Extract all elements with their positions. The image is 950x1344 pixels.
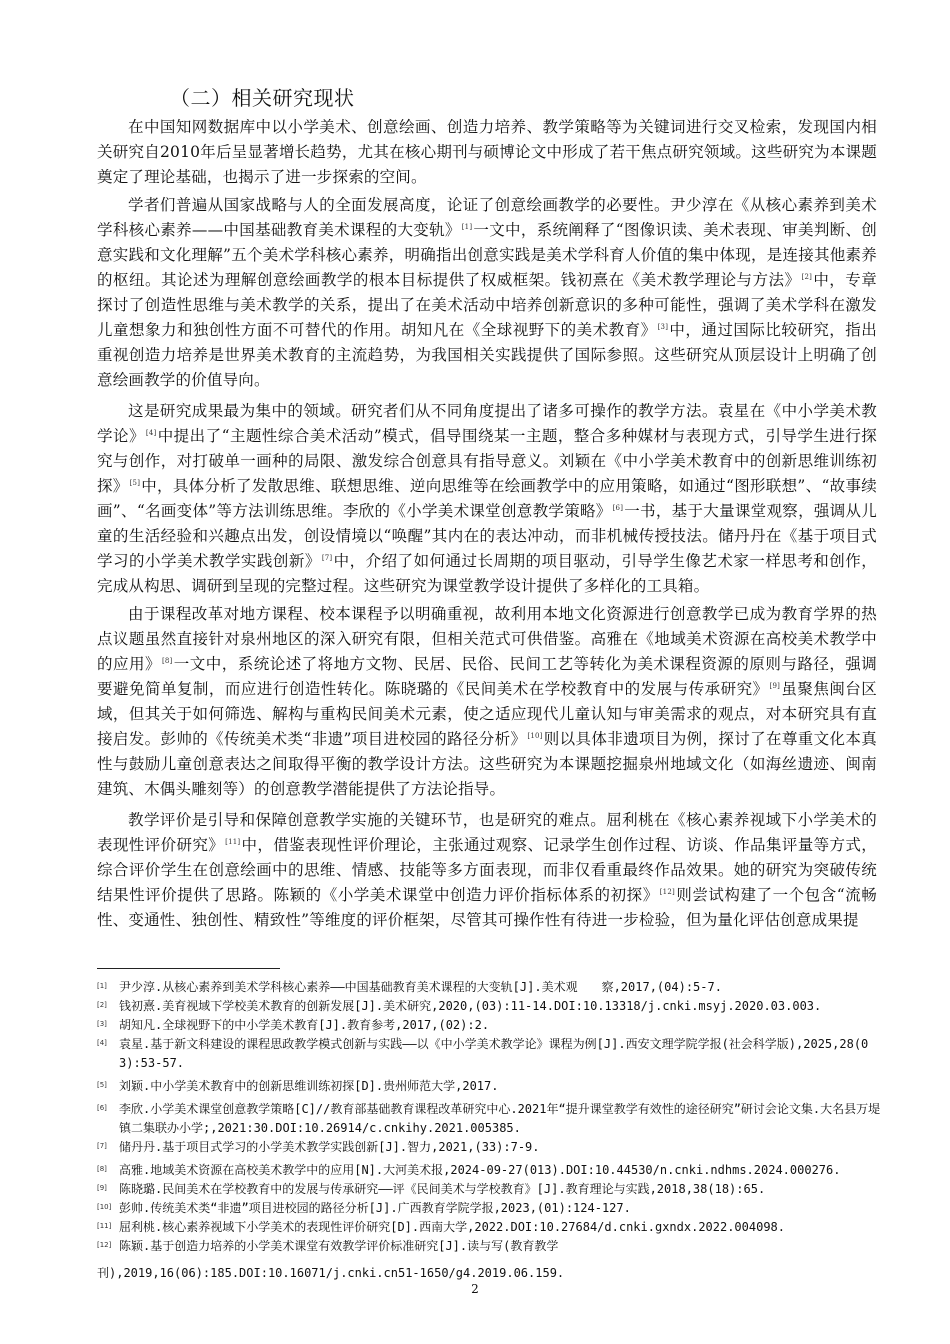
- footnote-text: 袁星.基于新文科建设的课程思政教学模式创新与实践——以《中小学美术教学论》课程为例[J].西安文理学院学报(社会科学版),2025,28(03):53-57.: [119, 1037, 869, 1070]
- section-heading: （二）相关研究现状: [170, 86, 355, 110]
- paragraph-text: 由于课程改革对地方课程、校本课程予以明确重视，故利用本地文化资源进行创意教学已成为教育学界的热点议题虽然直接针对泉州地区的深入研究有限，但相关范式可供借鉴。高雅在《地域美术资源在高校美术教学中的应用》: [97, 605, 877, 673]
- paragraph-text: 学者们普遍从国家战略与人的全面发展高度，论证了创意绘画教学的必要性。尹少淳在《从核心素养到美术学科核心素养——中国基础教育美术课程的大变轨》: [97, 196, 877, 239]
- citation-marker: [10]: [527, 731, 543, 740]
- citation-marker: [4]: [145, 428, 157, 437]
- footnote-text: 李欣.小学美术课堂创意教学策略[C]//教育部基础教育课程改革研究中心.2021年“提升课堂教学有效性的途径研究”研讨会论文集.大名县万堤镇二集联办小学;,2021:30.DOI:10.26914/c.cnkihy.2021.005385.: [119, 1102, 881, 1135]
- paragraph-text: 中提出了“主题性综合美术活动”模式，倡导围绕某一主题，整合多种媒材与表现方式，引导学生进行探究与创作，对打破单一画种的局限、激发综合创意具有指导意义。刘颖在《中小学美术教育中的创新思维训练初探》: [97, 427, 877, 495]
- footnote-number: [5]: [97, 1081, 107, 1089]
- body-text: [97, 115, 877, 936]
- citation-marker: [11]: [225, 837, 241, 846]
- footnote-item: [97, 997, 887, 1016]
- citation-marker: [3]: [657, 322, 669, 331]
- citation-marker: [12]: [659, 887, 675, 896]
- paragraph-text: 虽聚焦闽台区域，但其关于如何筛选、解构与重构民间美术元素，使之适应现代儿童认知与审美需求的观点，对本研究具有直接启发。彭帅的《传统美术类“非遗”项目进校园的路径分析》: [97, 680, 877, 748]
- footnote-number: [10]: [97, 1203, 112, 1211]
- footnote-text: 尹少淳.从核心素养到美术学科核心素养——中国基础教育美术课程的大变轨[J].美术观 察,2017,(04):5-7.: [119, 980, 722, 994]
- citation-marker: [8]: [161, 656, 173, 665]
- paragraph-text: 中，通过国际比较研究，指出重视创造力培养是世界美术教育的主流趋势，为我国相关实践提供了国际参照。这些研究从顶层设计上明确了创意绘画教学的价值导向。: [97, 321, 877, 389]
- footnote-item: [97, 978, 887, 997]
- footnote-item: [97, 1180, 887, 1199]
- footnote-item: [97, 1138, 887, 1157]
- footnote-number: [8]: [97, 1165, 107, 1173]
- footnotes: [97, 978, 887, 1283]
- citation-marker: [9]: [769, 681, 781, 690]
- citation-marker: [1]: [461, 222, 473, 231]
- paragraph-text: 教学评价是引导和保障创意教学实施的关键环节，也是研究的难点。屈利桃在《核心素养视域下小学美术的表现性评价研究》: [97, 811, 877, 854]
- footnote-continuation: 刊),2019,16(06):185.DOI:10.16071/j.cnki.cn51-1650/g4.2019.06.159.: [97, 1266, 565, 1280]
- footnote-item: [97, 1077, 887, 1096]
- footnote-item: [97, 1237, 887, 1256]
- footnote-text: 储丹丹.基于项目式学习的小学美术教学实践创新[J].智力,2021,(33):7-9.: [119, 1140, 540, 1154]
- citation-marker: [6]: [612, 503, 624, 512]
- footnote-divider: [97, 968, 280, 969]
- footnote-number: [2]: [97, 1001, 107, 1009]
- footnote-item: [97, 1199, 887, 1218]
- footnote-number: [3]: [97, 1020, 107, 1028]
- footnote-number: [11]: [97, 1222, 112, 1230]
- paragraph-text: 在中国知网数据库中以小学美术、创意绘画、创造力培养、教学策略等为关键词进行交叉检索，发现国内相关研究自2010年后呈显著增长趋势，尤其在核心期刊与硕博论文中形成了若干焦点研究领域。这些研究为本课题奠定了理论基础，也揭示了进一步探索的空间。: [97, 118, 877, 186]
- footnote-number: [1]: [97, 982, 107, 990]
- footnote-text: 陈颖.基于创造力培养的小学美术课堂有效教学评价标准研究[J].读与写(教育教学: [119, 1239, 559, 1253]
- paragraph-text: 中，介绍了如何通过长周期的项目驱动，引导学生像艺术家一样思考和创作，完成从构思、调研到呈现的完整过程。这些研究为课堂教学设计提供了多样化的工具箱。: [97, 552, 877, 595]
- footnote-number: [9]: [97, 1184, 107, 1192]
- paragraph-text: 这是研究成果最为集中的领域。研究者们从不同角度提出了诸多可操作的教学方法。袁星在《中小学美术教学论》: [97, 402, 877, 445]
- footnote-text: 彭帅.传统美术类“非遗”项目进校园的路径分析[J].广西教育学院学报,2023,(01):124-127.: [119, 1201, 631, 1215]
- paragraph: [97, 602, 877, 802]
- paragraph-text: 中，具体分析了发散思维、联想思维、逆向思维等在绘画教学中的应用策略，如通过“图形联想”、“故事续画”、“名画变体”等方法训练思维。李欣的《小学美术课堂创意教学策略》: [97, 477, 877, 520]
- footnote-text: 高雅.地域美术资源在高校美术教学中的应用[N].大河美术报,2024-09-27(013).DOI:10.44530/n.cnki.ndhms.2024.000276.: [119, 1163, 841, 1177]
- paragraph-text: 则以具体非遗项目为例，探讨了在尊重文化本真性与鼓励儿童创意表达之间取得平衡的教学设计方法。这些研究为本课题挖掘泉州地域文化（如海丝遗迹、闽南建筑、木偶头雕刻等）的创意教学潜能提供了方法论指导。: [97, 730, 877, 798]
- footnote-item: [97, 1218, 887, 1237]
- footnote-text: 屈利桃.核心素养视域下小学美术的表现性评价研究[D].西南大学,2022.DOI:10.27684/d.cnki.gxndx.2022.004098.: [119, 1220, 786, 1234]
- page-number: 2: [471, 1282, 479, 1296]
- citation-marker: [2]: [801, 272, 813, 281]
- paragraph-text: 一文中，系统阐释了“图像识读、美术表现、审美判断、创意实践和文化理解”五个美术学科核心素养，明确指出创意实践是美术学科育人价值的集中体现，是连接其他素养的枢纽。其论述为理解创意绘画教学的根本目标提供了权威框架。钱初熹在《美术教学理论与方法》: [97, 221, 877, 289]
- paragraph: [97, 193, 877, 393]
- footnote-number: [4]: [97, 1039, 107, 1047]
- footnote-text: 陈晓璐.民间美术在学校教育中的发展与传承研究——评《民间美术与学校教育》[J].教育理论与实践,2018,38(18):65.: [119, 1182, 766, 1196]
- footnote-text: 钱初熹.美育视域下学校美术教育的创新发展[J].美术研究,2020,(03):11-14.DOI:10.13318/j.cnki.msyj.2020.03.003.: [119, 999, 822, 1013]
- paragraph-text: 一文中，系统论述了将地方文物、民居、民俗、民间工艺等转化为美术课程资源的原则与路径，强调要避免简单复制，而应进行创造性转化。陈晓璐的《民间美术在学校教育中的发展与传承研究》: [97, 655, 877, 698]
- footnote-text: 胡知凡.全球视野下的中小学美术教育[J].教育参考,2017,(02):2.: [119, 1018, 490, 1032]
- citation-marker: [7]: [321, 553, 333, 562]
- paragraph: [97, 399, 877, 599]
- footnote-number: [12]: [97, 1241, 112, 1249]
- footnote-item: [97, 1161, 887, 1180]
- footnote-text: 刘颖.中小学美术教育中的创新思维训练初探[D].贵州师范大学,2017.: [119, 1079, 499, 1093]
- paragraph: [97, 808, 877, 933]
- paragraph: [97, 115, 877, 190]
- footnote-item: [97, 1100, 887, 1138]
- paragraph-text: 一书，基于大量课堂观察，强调从儿童的生活经验和兴趣点出发，创设情境以“唤醒”其内在的表达冲动，而非机械传授技法。储丹丹在《基于项目式学习的小学美术教学实践创新》: [97, 502, 878, 570]
- paragraph-text: 则尝试构建了一个包含“流畅性、变通性、独创性、精致性”等维度的评价框架，尽管其可操作性有待进一步检验，但为量化评估创意成果提: [97, 886, 877, 929]
- footnote-item: [97, 1016, 887, 1035]
- paragraph-text: 中，专章探讨了创造性思维与美术教学的关系，提出了在美术活动中培养创新意识的多种可能性，强调了美术学科在激发儿童想象力和独创性方面不可替代的作用。胡知凡在《全球视野下的美术教育》: [97, 271, 877, 339]
- footnote-number: [7]: [97, 1142, 107, 1150]
- paragraph-text: 中，借鉴表现性评价理论，主张通过观察、记录学生创作过程、访谈、作品集评量等方式，综合评价学生在创意绘画中的思维、情感、技能等多方面表现，而非仅看重最终作品效果。她的研究为突破传统结果性评价提供了思路。陈颖的《小学美术课堂中创造力评价指标体系的初探》: [97, 836, 877, 904]
- footnote-item: [97, 1035, 887, 1073]
- footnote-number: [6]: [97, 1104, 107, 1112]
- citation-marker: [5]: [129, 478, 141, 487]
